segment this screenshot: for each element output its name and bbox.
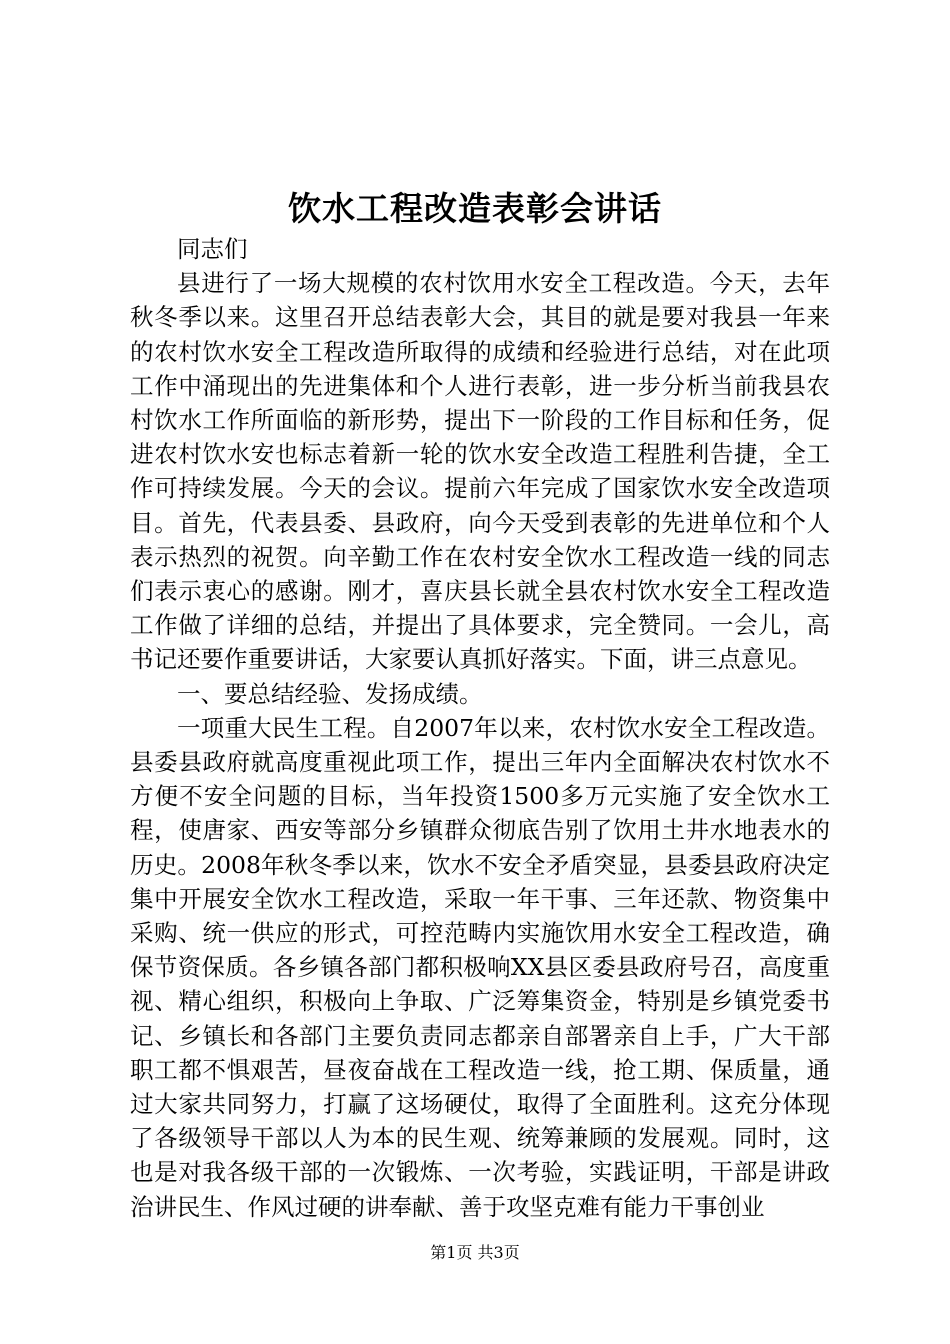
document-body [130, 232, 830, 1224]
greeting-line: 同志们 [177, 235, 248, 263]
page-number-footer: 第1页 共3页 [430, 1243, 520, 1262]
section-heading-1: 一、要总结经验、发扬成绩。 [177, 679, 483, 708]
document-title: 饮水工程改造表彰会讲话 [288, 189, 662, 228]
paragraph-opening: 县进行了一场大规模的农村饮用水安全工程改造。今天，去年秋冬季以来。这里召开总结表彰大会，其目的就是要对我县一年来的农村饮水安全工程改造所取得的成绩和经验进行总结，对在此项工作中涌现出的先进集体和个人进行表彰，进一步分析当前我县农村饮水工作所面临的新形势，提出下一阶段的工作目标和任务，促进农村饮水安也标志着新一轮的饮水安全改造工程胜利告捷，全工作可持续发展。今天的会议。提前六年完成了国家饮水安全改造项目。首先，代表县委、县政府，向今天受到表彰的先进单位和个人表示热烈的祝贺。向辛勤工作在农村安全饮水工程改造一线的同志们表示衷心的感谢。刚才，喜庆县长就全县农村饮水安全工程改造工作做了详细的总结，并提出了具体要求，完全赞同。一会儿，高书记还要作重要讲话，大家要认真抓好落实。下面，讲三点意见。 [130, 269, 830, 674]
paragraph-section-1: 一项重大民生工程。自2007年以来，农村饮水安全工程改造。县委县政府就高度重视此项工作，提出三年内全面解决农村饮水不方便不安全问题的目标，当年投资1500多万元实施了安全饮水工程，使唐家、西安等部分乡镇群众彻底告别了饮用土井水地表水的历史。2008年秋冬季以来，饮水不安全矛盾突显，县委县政府决定集中开展安全饮水工程改造，采取一年干事、三年还款、物资集中采购、统一供应的形式，可控范畴内实施饮用水安全工程改造，确保节资保质。各乡镇各部门都积极响XX县区委县政府号召，高度重视、精心组织，积极向上争取、广泛筹集资金，特别是乡镇党委书记、乡镇长和各部门主要负责同志都亲自部署亲自上手，广大干部职工都不惧艰苦，昼夜奋战在工程改造一线，抢工期、保质量，通过大家共同努力，打赢了这场硬仗，取得了全面胜利。这充分体现了各级领导干部以人为本的民生观、统筹兼顾的发展观。同时，这也是对我各级干部的一次锻炼、一次考验，实践证明，干部是讲政治讲民生、作风过硬的讲奉献、善于攻坚克难有能力干事创业 [130, 713, 830, 1221]
